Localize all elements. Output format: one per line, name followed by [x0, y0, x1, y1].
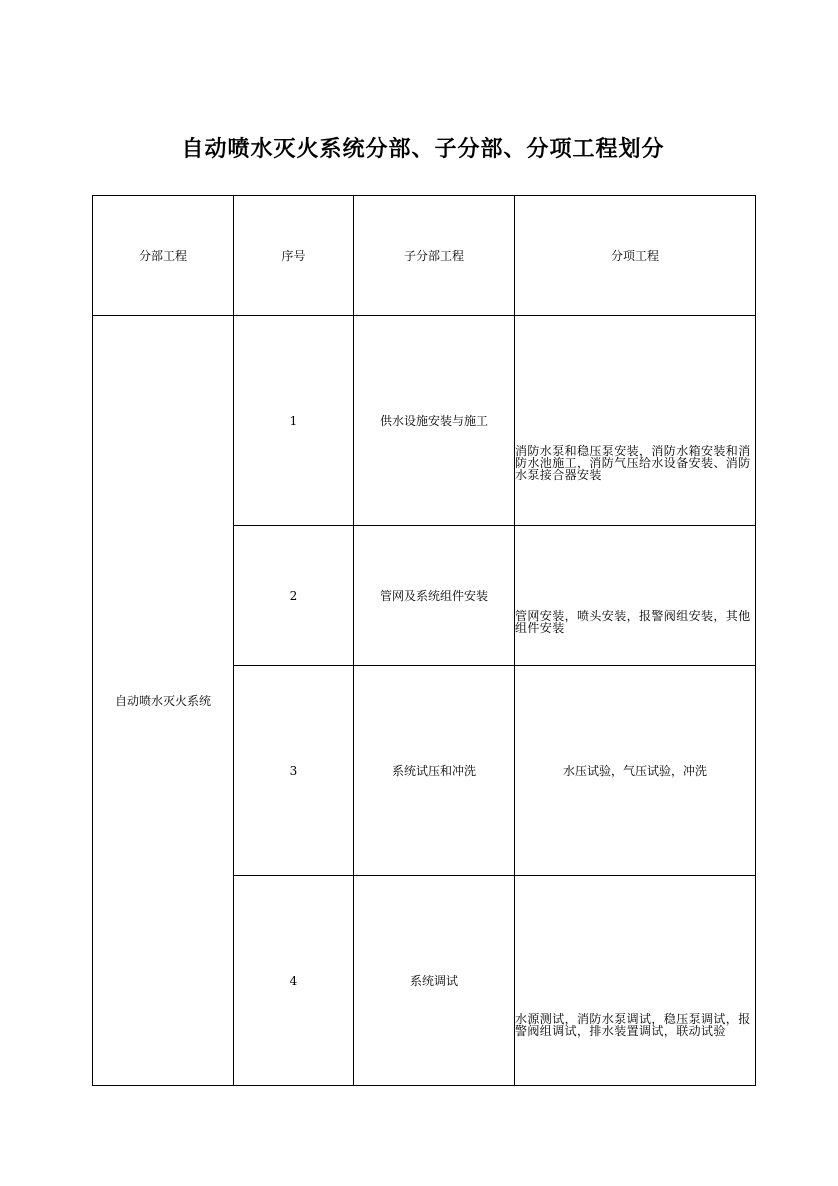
row-items-cell [515, 316, 756, 526]
row-subdivision: 系统试压和冲洗 [354, 666, 515, 876]
row-seq: 1 [234, 316, 354, 526]
row-seq: 3 [234, 666, 354, 876]
row-items: 消防水泵和稳压泵安装，消防水箱安装和消防水池施工，消防气压给水设备安装、消防水泵接合器安装 [515, 444, 751, 482]
row-items-cell [515, 526, 756, 666]
row-seq: 2 [234, 526, 354, 666]
row-seq: 4 [234, 876, 354, 1086]
row-items: 水源测试，消防水泵调试，稳压泵调试，报警阀组调试，排水装置调试，联动试验 [515, 1012, 751, 1038]
table-row [93, 316, 756, 526]
row-subdivision: 管网及系统组件安装 [354, 526, 515, 666]
row-items: 管网安装，喷头安装，报警阀组安装，其他组件安装 [515, 609, 751, 635]
header-seq: 序号 [234, 196, 354, 316]
row-subdivision: 系统调试 [354, 876, 515, 1086]
page-title: 自动喷水灭火系统分部、子分部、分项工程划分 [181, 137, 665, 162]
header-items: 分项工程 [515, 196, 756, 316]
header-division: 分部工程 [93, 196, 234, 316]
division-table [92, 195, 756, 1086]
row-subdivision: 供水设施安装与施工 [354, 316, 515, 526]
row-items-cell [515, 876, 756, 1086]
division-name-cell: 自动喷水灭火系统 [93, 316, 234, 1086]
header-subdivision: 子分部工程 [354, 196, 515, 316]
header-row [93, 196, 756, 316]
row-items: 水压试验，气压试验，冲洗 [515, 666, 756, 876]
